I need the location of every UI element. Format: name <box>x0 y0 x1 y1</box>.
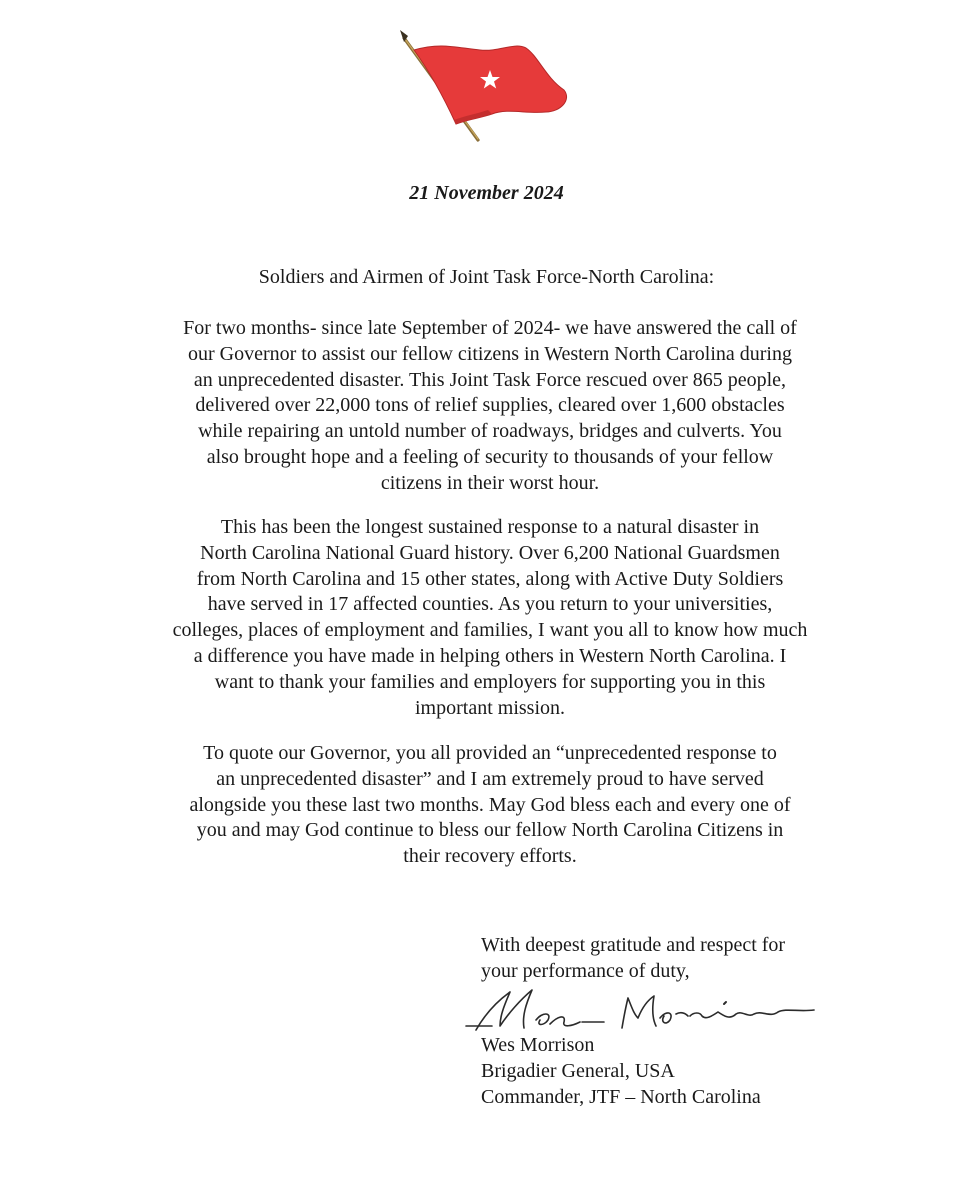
paragraph-line: alongside you these last two months. May God bless each and every one of <box>189 793 791 816</box>
salutation: Soldiers and Airmen of Joint Task Force-North Carolina: <box>258 266 715 288</box>
paragraph-line: North Carolina National Guard history. Over 6,200 National Guardsmen <box>200 541 780 564</box>
signer-position: Commander, JTF – North Carolina <box>481 1086 761 1108</box>
body-paragraph-1 <box>100 316 880 497</box>
paragraph-line: colleges, places of employment and families, I want you all to know how much <box>172 619 808 642</box>
signer-rank: Brigadier General, USA <box>481 1060 675 1082</box>
body-paragraph-3 <box>100 741 880 870</box>
flag-emblem-icon <box>396 28 574 142</box>
paragraph-line: our Governor to assist our fellow citizens in Western North Carolina during <box>187 342 792 365</box>
body-paragraph-2 <box>100 515 880 721</box>
paragraph-line: a difference you have made in helping others in Western North Carolina. I <box>193 644 787 667</box>
paragraph-line: To quote our Governor, you all provided an “unprecedented response to <box>203 742 777 764</box>
paragraph-line: For two months- since late September of 2024- we have answered the call of <box>183 317 797 339</box>
paragraph-line: This has been the longest sustained response to a natural disaster in <box>220 516 760 538</box>
closing <box>481 932 941 984</box>
paragraph-line: want to thank your families and employers for supporting you in this <box>214 670 766 693</box>
paragraph-line: from North Carolina and 15 other states, along with Active Duty Soldiers <box>196 567 784 590</box>
paragraph-line: citizens in their worst hour. <box>380 471 600 494</box>
signer-name: Wes Morrison <box>481 1034 595 1056</box>
paragraph-line: an unprecedented disaster. This Joint Task Force rescued over 865 people, <box>193 368 787 391</box>
paragraph-line: delivered over 22,000 tons of relief supplies, cleared over 1,600 obstacles <box>195 394 785 417</box>
paragraph-line: while repairing an untold number of roadways, bridges and culverts. You <box>198 420 782 443</box>
letter-date: 21 November 2024 <box>409 182 564 204</box>
paragraph-line: an unprecedented disaster” and I am extremely proud to have served <box>216 767 764 790</box>
signature-block <box>481 1032 941 1110</box>
closing-line: With deepest gratitude and respect for <box>481 934 786 956</box>
paragraph-line: you and may God continue to bless our fellow North Carolina Citizens in <box>196 819 784 842</box>
paragraph-line: their recovery efforts. <box>403 845 577 868</box>
paragraph-line: also brought hope and a feeling of security to thousands of your fellow <box>206 445 774 468</box>
paragraph-line: have served in 17 affected counties. As you return to your universities, <box>207 593 773 616</box>
closing-line: your performance of duty, <box>481 960 690 982</box>
paragraph-line: important mission. <box>415 696 565 719</box>
